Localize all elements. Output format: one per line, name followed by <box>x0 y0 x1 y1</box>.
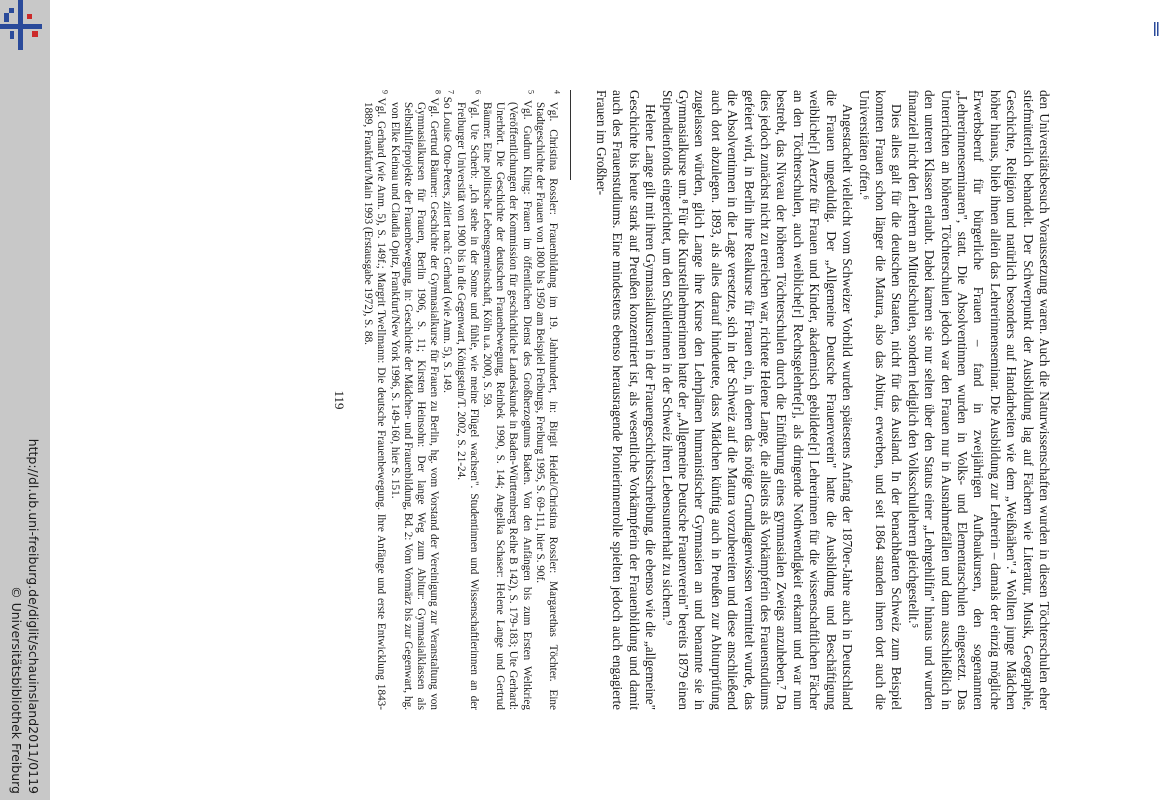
footnote-text: So Louise Otto-Peters, zitiert nach: Gerhard (wie Anm. 5), S. 149. <box>441 94 454 393</box>
page-body-text <box>593 90 1052 710</box>
footnote <box>387 90 443 710</box>
body-paragraph: den Universitätsbesuch Voraussetzung waren. Auch die Naturwissenschaften wurden in diesen Töchterschulen eher stiefmütterlich behandelt. Der Schwerpunkt der Ausbildung lag auf Fächern wie Literatur, Musik, Geographie, Geschichte, Religion und natürlich besonders auf Handarbeiten wie dem „Weißnähen".⁴ Wollten junge Mädchen höher hinaus, blieb ihnen allein das Lehrerinnenseminar. Die Ausbildung zur Lehrerin – damals der einzig mögliche Erwerbsberuf für bürgerliche Frauen – fand in zweijährigen Aufbaukursen, den sogenannten „Lehrerinnenseminaren", statt. Die Absolventinnen wurden in Volks- und Elementarschulen eingesetzt. Das Unterrichten an höheren Töchterschulen jedoch war den Frauen nur in Ausnahmefällen und dann ausschließlich in den unteren Klassen erlaubt. Dabei kamen sie nur selten über den Status einer „Lehrgehilfin" hinaus und wurden finanziell nicht den Lehrern an Mittelschulen, sondern lediglich den Volksschullehrern gleichgestellt.⁵ <box>905 90 1052 710</box>
footnote-text: Vgl. Ute Scherb: „Ich stehe in der Sonne und fühle, wie meine Flügel wachsen". Studentinnen und Wissenschaftlerinnen an der Freiburger Universität von 1900 bis in die Gegenwart, Königstein/T. 2002, S. 21-24. <box>454 94 480 710</box>
footnote-number: 9 <box>381 90 391 94</box>
source-url-link[interactable]: http://dl.ub.uni-freiburg.de/diglit/schauinsland2011/0119 <box>26 438 41 794</box>
footnote <box>480 90 536 710</box>
footnote <box>453 90 483 710</box>
footnote-number: 4 <box>552 90 562 94</box>
footnotes <box>361 90 562 710</box>
footnote-number: 6 <box>473 90 483 94</box>
footnote-text: Vgl. Gerhard (wie Anm. 5), S. 149f.; Margrit Twellmann: Die deutsche Frauenbewegung. Ihre Anfänge und erste Entwicklung 1843-1889, Frankfurt/Main 1993 (Erstausgabe 1972), S. 88. <box>362 94 388 710</box>
body-paragraph: Angestachelt vielleicht vom Schweizer Vorbild wurden spätestens Anfang der 1870er-Jahre auch in Deutschland die Frauen ungeduldig. Der „Allgemeine Deutsche Frauenverein" hatte die Ausbildung und Beschäftigung weibliche[r] Aerzte für Frauen und Kinder, akademisch gebildete[r] Lehrerinnen für die wissenschaftlichen Fächer an den Töchterschulen, auch weibliche[r] Rechtsgelehrte[r], als dringende Nothwendigkeit erkannt und war nun bestrebt, das Niveau der höheren Töchterschulen durch die Einführung eines gymnasialen Zweigs anzuheben.⁷ Da dies jedoch zunächst nicht zu erreichen war, richtete Helene Lange, die allseits als Vorkämpferin des Frauenstudiums gefeiert wird, in Berlin ihre Realkurse für Frauen ein, in denen das nötige Grundlagenwissen vermittelt wurde, das die Absolventinnen in die Lage versetzte, sich in der Schweiz auf die Matura vorzubereiten und diese anschließend auch dort abzulegen. 1893, als alles darauf hindeutete, dass Mädchen künftig auch in Preußen zur Abiturprüfung zugelassen würden, glich Lange ihre Kurse den Lehrplänen humanistischer Gymnasien an und benannte sie in Gymnasialkurse um.⁸ Für die Kursteilnehmerinnen hatte der „Allgemeine Deutsche Frauenverein" bereits 1879 einen Stipendienfonds eingerichtet, um den Schülerinnen in der Schweiz ihren Lebensunterhalt zu sichern.⁹ <box>659 90 856 710</box>
scanned-page <box>106 90 1052 710</box>
body-paragraph: Dies alles galt für die deutschen Staaten, nicht für das Ausland. In der benachbarten Schweiz zum Beispiel konnten Frauen schon länger die Matura, also das Abitur, erwerben, und seit 1864 standen ihnen dort auch die Universitäten offen.⁶ <box>856 90 905 710</box>
body-paragraph: Helene Lange gilt mit ihren Gymnasialkursen in der Frauengeschichtsschreibung, die ebenso wie die „allgemeine" Geschichte bis heute stark auf Preußen konzentriert ist, als wesentliche Vorkämpferin der Frauenbildung und damit auch des Frauenstudiums. Eine mindestens ebenso herausragende Pionierinnenrolle spielten jedoch auch engagierte Frauen im Großher- <box>594 90 659 710</box>
footnote-rule <box>570 90 571 180</box>
footnote-number: 8 <box>433 90 443 94</box>
page-number: 119 <box>332 390 347 410</box>
page-edge-marker-icon <box>1153 22 1159 36</box>
footnote-number: 7 <box>447 90 457 94</box>
footnote-text: Vgl. Gudrun Kling: Frauen im öffentlichen Dienst des Großherzogtums Baden. Von den Anfängen bis zum Ersten Weltkrieg (Veröffentlichungen der Kommission für geschichtliche Landeskunde in Baden-Württemberg Reihe B 142), S. 179-183; Ute Gerhard: Unerhört. Die Geschichte der deutschen Frauenbewegung, Reinbek 1990, S. 144; Angelika Schaser: Helene Lange und Gertrud Bäumer. Eine politische Lebensgemeinschaft, Köln u.a. 2000, S. 59. <box>480 94 533 710</box>
footnote <box>533 90 562 710</box>
copyright-notice: © Universitätsbibliothek Freiburg <box>9 586 24 794</box>
footnote-number: 5 <box>526 90 536 94</box>
page-content-rotated <box>106 90 1052 710</box>
footnote <box>361 90 391 710</box>
viewer-sidebar <box>0 0 50 800</box>
footnote-text: Vgl. Gertrud Bäumer: Geschichte der Gymnasialkurse für Frauen zu Berlin, hg. vom Vorstand der Vereinigung zur Veranstaltung von Gymnasialkursen für Frauen, Berlin 1906, S. 11; Kirsten Heinsohn: Der lange Weg zum Abitur: Gymnasialklassen als Selbsthilfeprojekte der Frauenbewegung, in: Geschichte der Mädchen- und Frauenbildung, Bd. 2: Vom Vormärz bis zur Gegenwart, hg. von Elke Kleinau und Claudia Opitz, Frankfurt/New York 1996, S. 149-160, hier S. 151. <box>388 94 441 710</box>
source-info-strip <box>0 0 50 800</box>
footnote-text: Vgl. Christina Rossler: Frauenbildung im 19. Jahrhundert, in: Birgit Heidel/Christina Rossler: Margarethas Töchter. Eine Stadtgeschichte der Frauen von 1800 bis 1950 am Beispiel Freiburgs, Freiburg 1995, S. 69-111, hier S. 90f. <box>533 94 559 710</box>
footnote <box>440 90 457 710</box>
